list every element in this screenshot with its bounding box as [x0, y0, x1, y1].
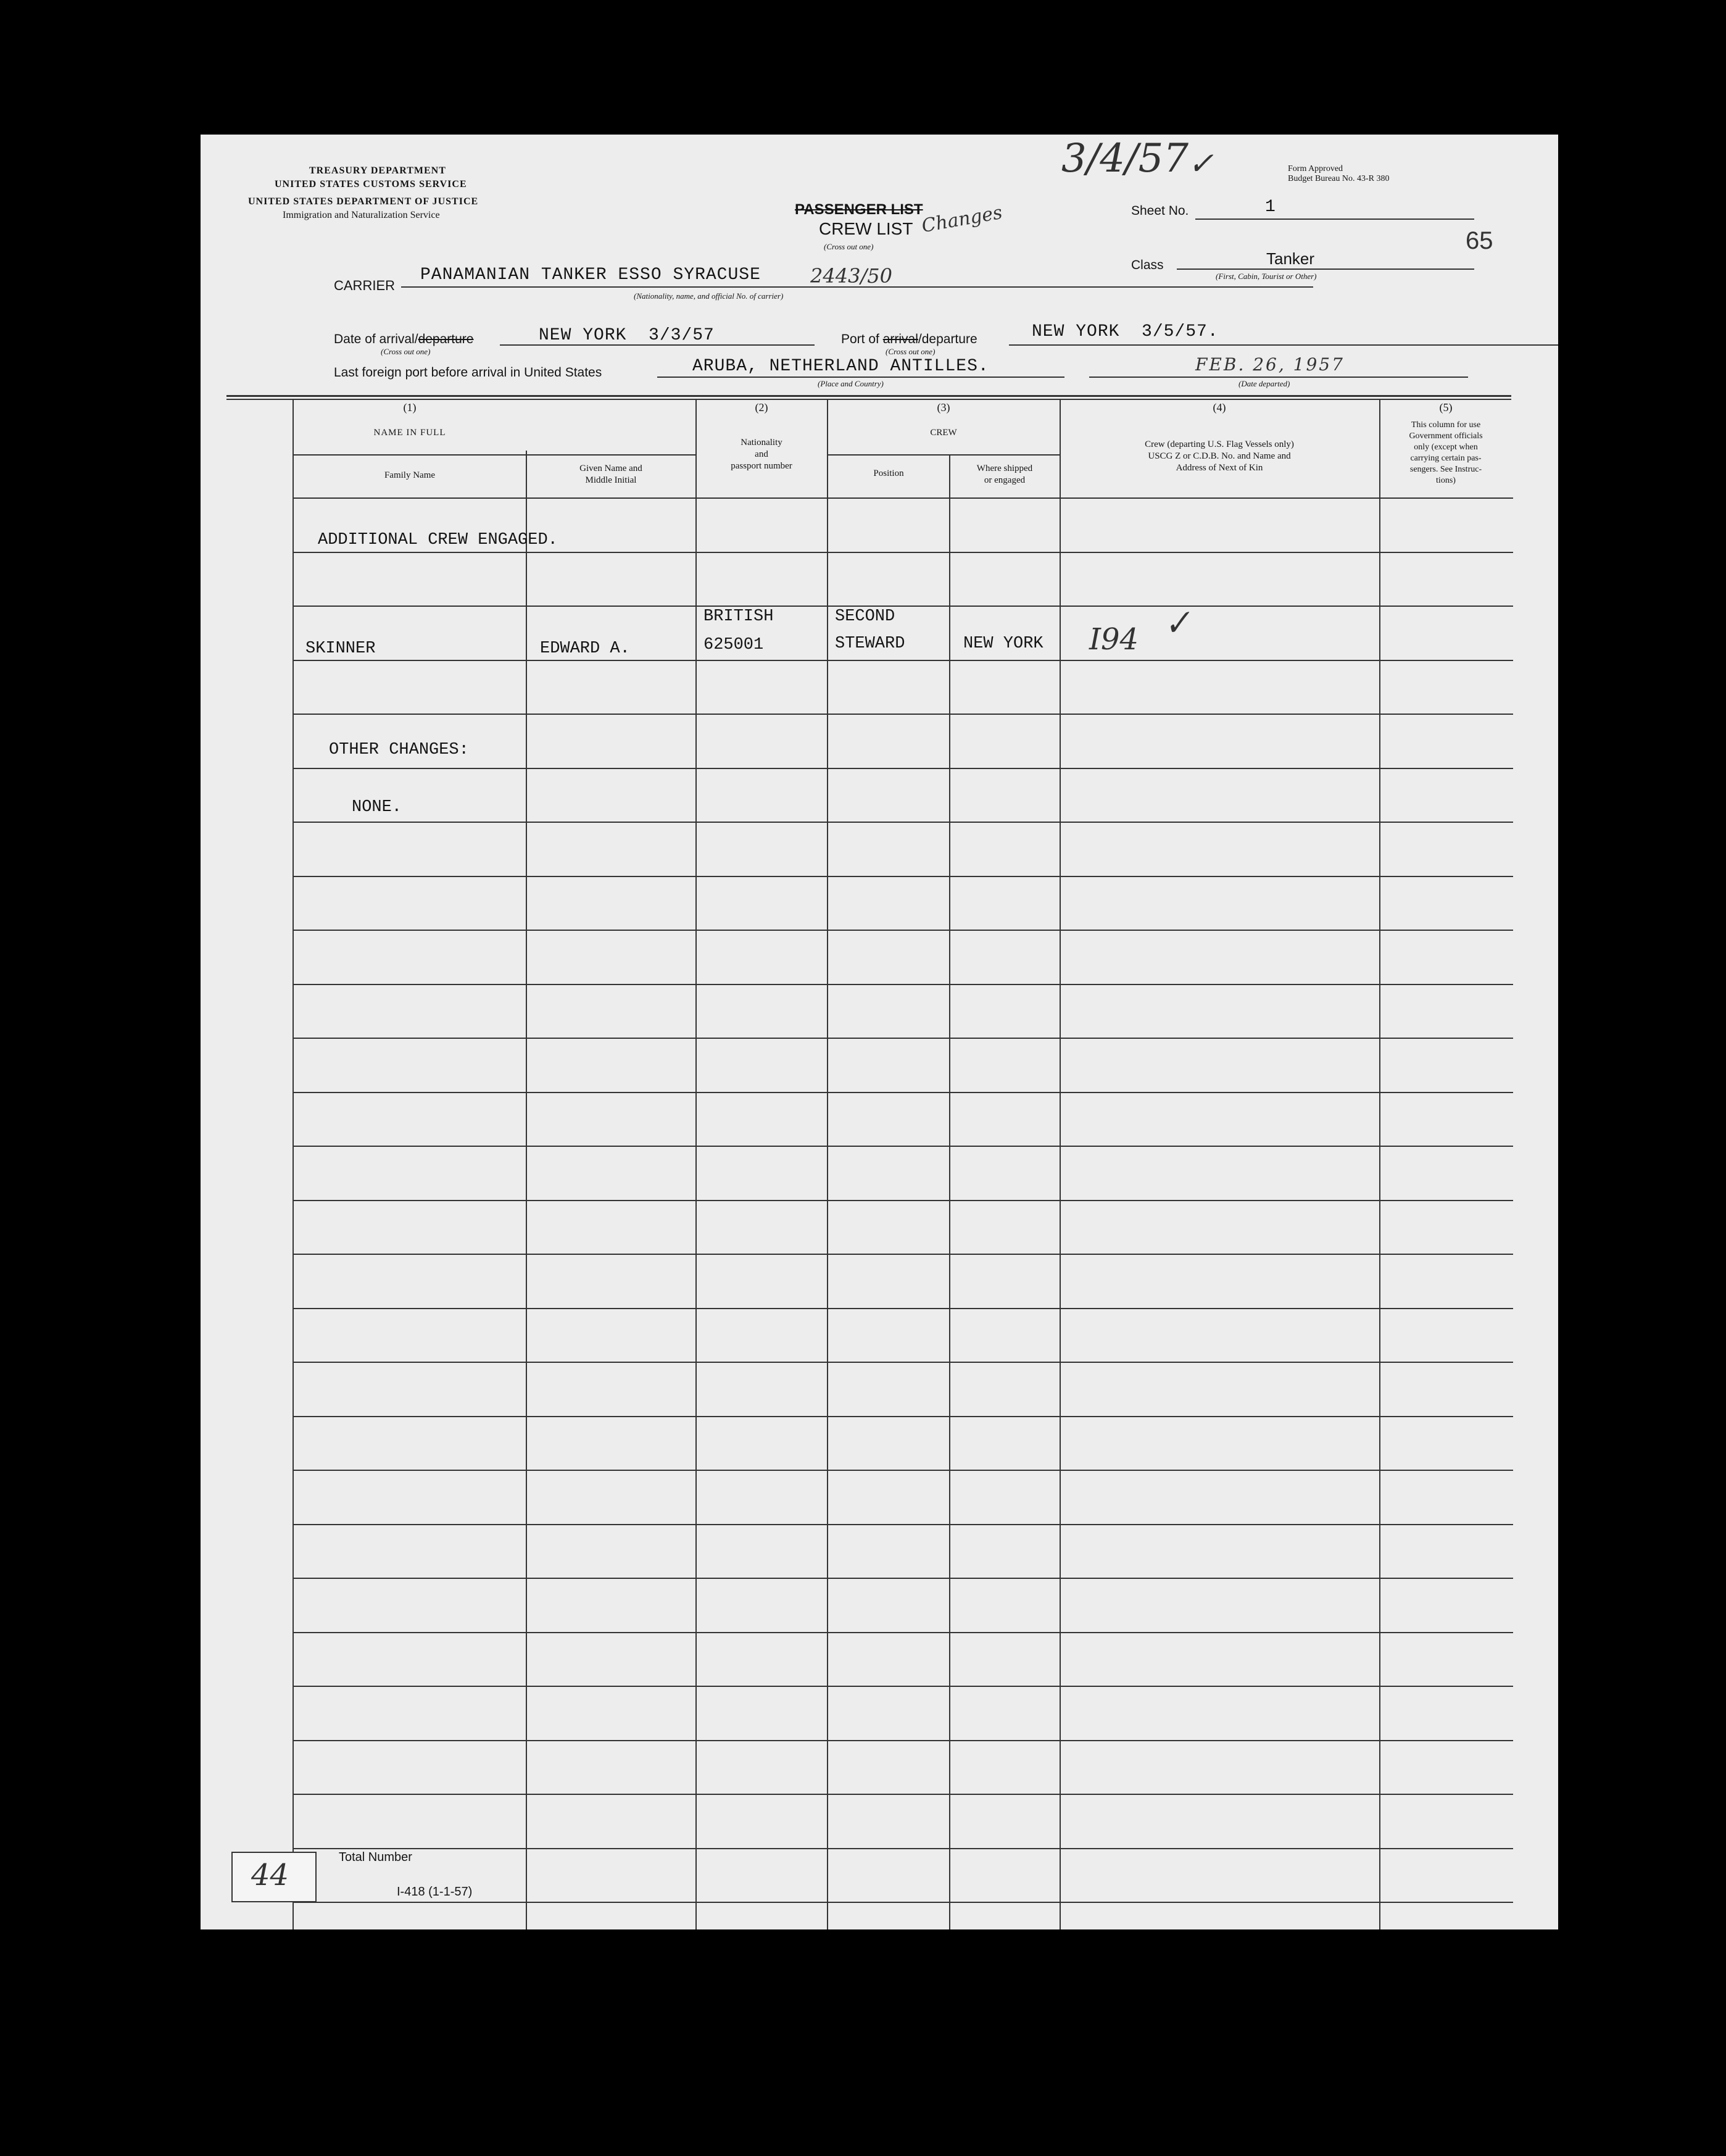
table-row-line [293, 930, 1513, 931]
nationality-cell: BRITISH [703, 607, 774, 626]
col-divider-1 [526, 451, 527, 1929]
port-label-a: Port of [841, 332, 883, 346]
class-label: Class [1131, 258, 1164, 272]
col3b-line1: Where shipped [976, 464, 1033, 473]
check-mark-icon-2: ✓ [1160, 602, 1194, 644]
col5-line3: only (except when [1414, 443, 1478, 452]
col5-line2: Government officials [1409, 431, 1483, 441]
col2-title [695, 437, 828, 472]
table-row-line [293, 1794, 1513, 1795]
table-left-border [293, 400, 294, 1929]
sheet-no: 1 [1265, 198, 1276, 217]
table-row-line [293, 1632, 1513, 1633]
col4-mark: I94 [1089, 622, 1139, 657]
agency-line-1: TREASURY DEPARTMENT [309, 165, 446, 176]
table-row-line [293, 984, 1513, 985]
section-additional-crew: ADDITIONAL CREW ENGAGED. [318, 531, 558, 549]
col-divider-3 [827, 400, 828, 1929]
col1b-line2: Middle Initial [585, 475, 637, 485]
last-port-value: ARUBA, NETHERLAND ANTILLES. [692, 357, 989, 376]
col5-line5: sengers. See Instruc- [1409, 465, 1482, 474]
carrier-value: PANAMANIAN TANKER ESSO SYRACUSE [420, 265, 761, 285]
table-row-line [293, 1524, 1513, 1525]
col-divider-2 [695, 400, 697, 1929]
col4-line3: Address of Next of Kin [1176, 463, 1263, 473]
last-port-note: (Place and Country) [818, 379, 884, 388]
col1-title: NAME IN FULL [373, 428, 446, 438]
table-row-line [293, 1578, 1513, 1579]
table-row-line [293, 1416, 1513, 1417]
col2-line3: passport number [731, 461, 792, 471]
col3a-title: Position [873, 468, 904, 478]
name-header-subline [293, 454, 697, 456]
list-type: CREW LIST [819, 219, 913, 238]
table-row-line [293, 876, 1513, 877]
section-other-changes: OTHER CHANGES: [329, 741, 469, 759]
col3b-title [949, 463, 1060, 486]
form-approved-1: Form Approved [1288, 164, 1343, 173]
date-departed-underline [1089, 377, 1468, 378]
col3b-line2: or engaged [984, 475, 1026, 485]
table-row-line [293, 552, 1513, 553]
col4-title [1060, 439, 1379, 474]
col1-number: (1) [403, 401, 417, 414]
table-row-line [293, 1362, 1513, 1363]
date-value: NEW YORK 3/3/57 [539, 326, 715, 345]
col4-line1: Crew (departing U.S. Flag Vessels only) [1145, 439, 1294, 449]
table-row-line [293, 1686, 1513, 1687]
form-approved-2: Budget Bureau No. 43-R 380 [1288, 174, 1390, 183]
table-row-line [293, 1308, 1513, 1309]
table-row-line [293, 1740, 1513, 1741]
table-row-line [293, 660, 1513, 661]
port-label-crossed: arrival [882, 332, 918, 346]
table-row-line [293, 1092, 1513, 1093]
col2-number: (2) [755, 401, 768, 414]
table-row-line [293, 1038, 1513, 1039]
col4-number: (4) [1213, 401, 1226, 414]
check-mark-icon: ✓ [1188, 146, 1214, 181]
header-bottom-rule [293, 497, 1513, 499]
col3-title: CREW [930, 428, 957, 438]
sheet-label: Sheet No. [1131, 204, 1189, 218]
class-underline [1177, 268, 1474, 270]
col-divider-6 [1379, 400, 1380, 1929]
page-number: 65 [1466, 227, 1493, 254]
col-divider-4 [949, 454, 950, 1929]
col3-number: (3) [937, 401, 950, 414]
position-cell-2: STEWARD [835, 635, 905, 653]
table-row-line [293, 1146, 1513, 1147]
table-row-line [293, 606, 1513, 607]
col2-line2: and [755, 449, 768, 459]
crew-list-form [201, 135, 1558, 1929]
table-row-line [293, 1470, 1513, 1471]
col-divider-5 [1060, 400, 1061, 1929]
col4-line2: USCG Z or C.D.B. No. and Name and [1148, 451, 1291, 461]
none-cell: NONE. [352, 798, 402, 817]
sheet-underline [1195, 219, 1474, 220]
col5-line6: tions) [1436, 476, 1456, 485]
class-value: Tanker [1266, 249, 1315, 268]
port-note: (Cross out one) [886, 347, 936, 356]
table-row-line [293, 1848, 1513, 1849]
date-label-text: Date of arrival/ [334, 332, 418, 346]
carrier-label: CARRIER [334, 278, 396, 293]
total-number-label: Total Number [339, 1850, 412, 1864]
header-rule-1 [226, 395, 1511, 397]
port-value: NEW YORK 3/5/57. [1032, 322, 1219, 341]
last-port-underline [657, 377, 1064, 378]
header-rule-2 [226, 399, 1511, 400]
col1b-title [526, 463, 696, 486]
crew-header-subline [827, 454, 1060, 456]
date-label [334, 332, 473, 347]
family-name-cell: SKINNER [305, 639, 376, 658]
date-departed-note: (Date departed) [1238, 379, 1290, 388]
table-row-line [293, 822, 1513, 823]
table-row-line [293, 714, 1513, 715]
stamp-date: 3/4/57 [1061, 136, 1189, 181]
agency-line-4: Immigration and Naturalization Service [283, 210, 440, 220]
given-name-cell: EDWARD A. [540, 639, 630, 658]
list-type-note: (Cross out one) [824, 242, 874, 251]
last-port-label: Last foreign port before arrival in United States [334, 365, 602, 380]
port-underline [1009, 344, 1558, 346]
table-row-line [293, 768, 1513, 769]
agency-line-2: UNITED STATES CUSTOMS SERVICE [275, 179, 467, 189]
col5-line1: This column for use [1411, 420, 1481, 430]
table-row-line [293, 1200, 1513, 1201]
list-type-handwritten: Changes [919, 201, 1004, 238]
carrier-note: (Nationality, name, and official No. of carrier) [634, 291, 784, 301]
form-id: I-418 (1-1-57) [397, 1885, 473, 1899]
port-label [841, 332, 977, 347]
class-note: (First, Cabin, Tourist or Other) [1216, 272, 1317, 281]
passport-cell: 625001 [703, 636, 764, 654]
date-note: (Cross out one) [381, 347, 431, 356]
col5-line4: carrying certain pas- [1410, 454, 1482, 463]
date-departed-value: FEB. 26, 1957 [1195, 354, 1345, 375]
list-type-crossed: PASSENGER LIST [795, 201, 923, 218]
agency-line-3: UNITED STATES DEPARTMENT OF JUSTICE [248, 196, 479, 207]
total-number-box [231, 1852, 317, 1902]
shipped-cell: NEW YORK [963, 635, 1043, 653]
col5-number: (5) [1439, 401, 1453, 414]
col2-line1: Nationality [741, 438, 782, 447]
col1a-title: Family Name [384, 470, 436, 480]
date-label-crossed: departure [418, 332, 474, 346]
port-label-b: /departure [918, 332, 977, 346]
position-cell-1: SECOND [835, 607, 895, 626]
col5-title [1379, 420, 1512, 486]
col1b-line1: Given Name and [579, 464, 642, 473]
carrier-number: 2443/50 [810, 264, 892, 288]
table-row-line [293, 1254, 1513, 1255]
table-row-line [293, 1902, 1513, 1903]
total-number-value: 44 [251, 1858, 289, 1892]
